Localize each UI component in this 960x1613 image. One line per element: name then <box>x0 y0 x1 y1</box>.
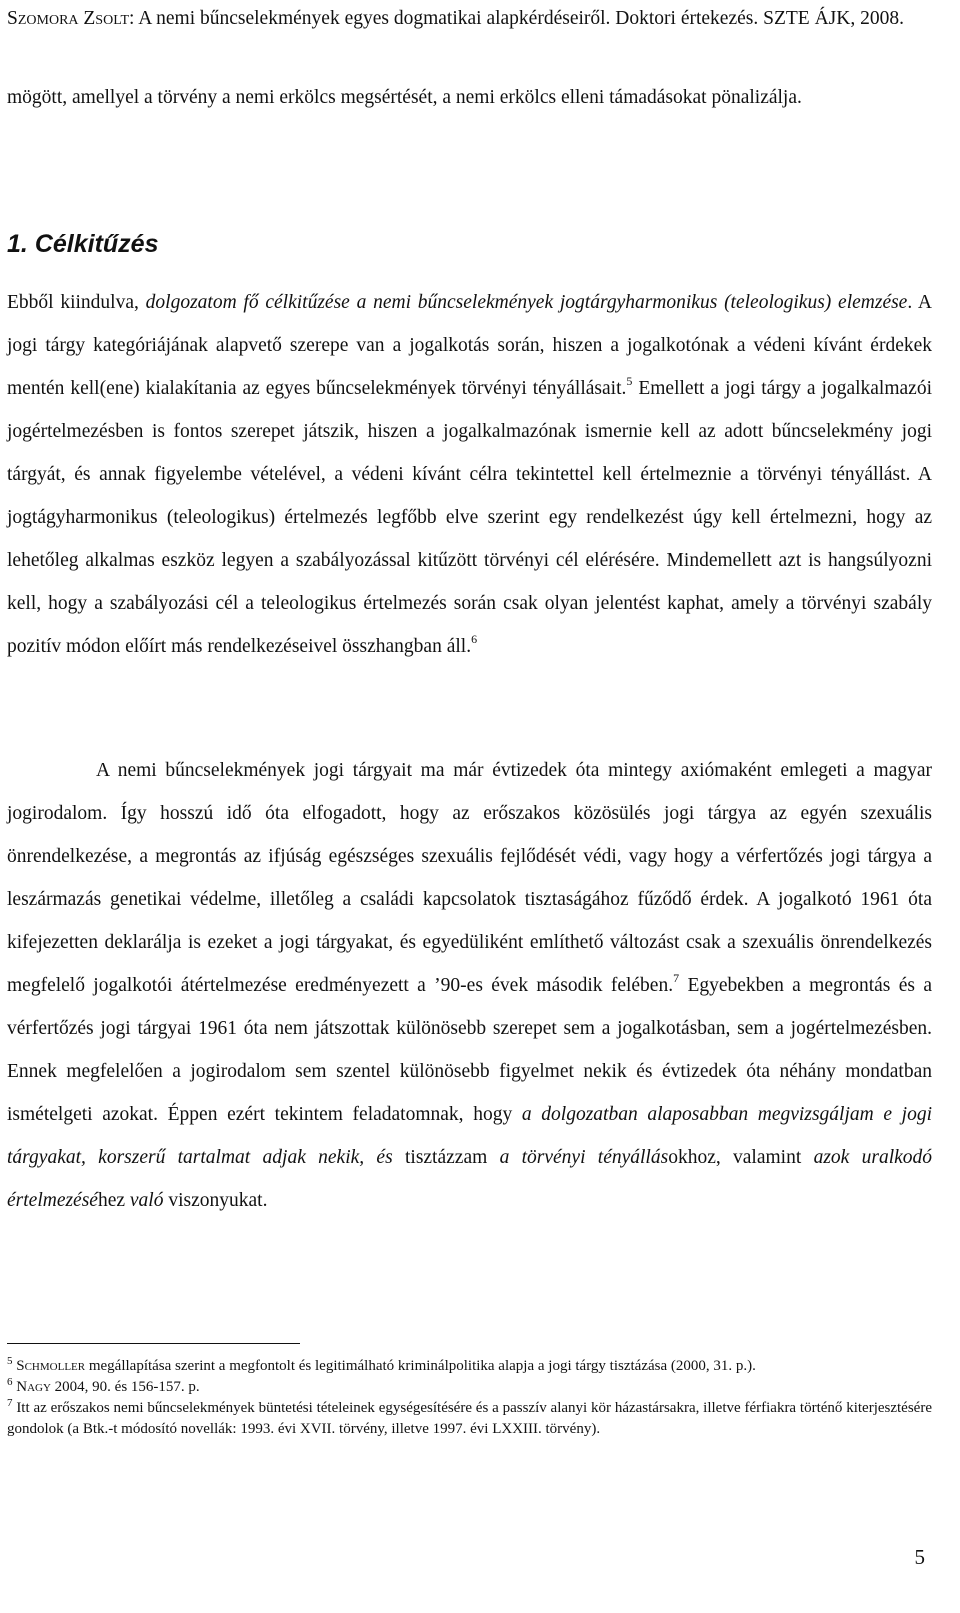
footnote-author: Schmoller <box>16 1358 86 1374</box>
footnote-6 <box>7 1377 932 1398</box>
running-header <box>7 4 932 33</box>
footnote-text: megállapítása szerint a megfontolt és legitimálható kriminálpolitika alapja a jogi tárgy tisztázása (2000, 31. p.). <box>85 1358 756 1374</box>
footnotes <box>7 1356 932 1440</box>
second-italic-1: a dolgozatban alaposabban megvizsgáljam e jogi tárgyakat, korszerű tartalmat adjak nekik, és <box>7 1104 933 1168</box>
header-author-first: Szomora <box>7 8 79 29</box>
main-aim-italic: dolgozatom fő célkitűzése a nemi bűncselekmények jogtárgyharmonikus (teleologikus) elemzése <box>145 292 908 313</box>
footnote-number: 7 <box>7 1397 13 1409</box>
footnote-text: Itt az erőszakos nemi bűncselekmények büntetési tételeinek egységesítésére és a passzív alanyi kör házastársakra, illetve férfiakra történő kiterjesztésére gondolok (a Btk.-t módosító novellák: 1993. évi XVII. törvény, illetve 1997. évi LXXIII. törvény). <box>7 1400 932 1437</box>
footnote-author: Nagy <box>16 1379 51 1395</box>
footnote-ref-5[interactable]: 5 <box>626 374 633 388</box>
second-text-4: okhoz, valamint <box>668 1147 814 1168</box>
footnote-5 <box>7 1356 932 1377</box>
header-title: : A nemi bűncselekmények egyes dogmatikai alapkérdéseiről. Doktori értekezés. SZTE ÁJK, 2008. <box>129 8 904 29</box>
footnote-separator <box>7 1343 300 1344</box>
footnote-7 <box>7 1398 932 1440</box>
second-text-3: tisztázzam <box>392 1147 500 1168</box>
page-number: 5 <box>914 1545 925 1569</box>
second-text-2: Egyebekben a megrontás és a vérfertőzés jogi tárgyai 1961 óta nem játszottak különösebb szerepet sem a jogalkotásban, sem a jogértelmezésben. Ennek megfelelően a jogirodalom sem szentel különösebb figyelmet nekik és évtizedek óta néhány mondatban ismételgeti azokat. Éppen ezért tekintem feladatomnak, hogy <box>7 975 932 1125</box>
continuation-paragraph: mögött, amellyel a törvény a nemi erkölcs megsértését, a nemi erkölcs elleni támadásokat pönalizálja. <box>7 87 802 108</box>
second-italic-2: a törvényi tényállás <box>499 1147 669 1168</box>
second-text-5: hez <box>97 1190 130 1211</box>
second-text-6: viszonyukat. <box>163 1190 268 1211</box>
main-paragraph <box>7 281 932 668</box>
footnote-number: 5 <box>7 1355 13 1367</box>
footnote-ref-7[interactable]: 7 <box>673 971 680 985</box>
second-italic-4: való <box>129 1190 164 1211</box>
footnote-number: 6 <box>7 1376 13 1388</box>
main-text-2: Emellett a jogi tárgy a jogalkalmazói jogértelmezésben is fontos szerepet játszik, hiszen a jogalkalmazónak ismernie kell az adott bűncselekmény jogi tárgyát, és annak figyelembe vételével, a védeni kívánt célra tekintettel kell értelmeznie a törvényi tényállást. A jogtágyharmonikus (teleologikus) értelmezés legfőbb elve szerint egy rendelkezést úgy kell értelmezni, hogy az lehetőleg alkalmas eszköz legyen a szabályozással kitűzött törvényi cél elérésére. Mindemellett azt is hangsúlyozni kell, hogy a szabályozási cél a teleologikus értelmezés során csak olyan jelentést kaphat, amely a törvényi szabály pozitív módon előírt más rendelkezéseivel összhangban áll. <box>7 378 932 657</box>
header-author-last: Zsolt <box>83 8 130 29</box>
second-text-1: A nemi bűncselekmények jogi tárgyait ma már évtizedek óta mintegy axiómaként emlegeti a magyar jogirodalom. Így hosszú idő óta elfogadott, hogy az erőszakos közösülés jogi tárgya az egyén szexuális önrendelkezése, a megrontás az ifjúság egészséges szexuális fejlődését védi, vagy hogy a vérfertőzés jogi tárgya a leszármazás genetikai védelme, illetőleg a családi kapcsolatok tisztaságához fűződő érdek. A jogalkotó 1961 óta kifejezetten deklarálja is ezeket a jogi tárgyakat, és egyedüliként említhető változást csak a szexuális önrendelkezés megfelelő jogalkotói átértelmezése eredményezett a ’90-es évek második felében. <box>7 760 932 996</box>
footnote-text: 2004, 90. és 156-157. p. <box>50 1379 200 1395</box>
footnote-ref-6[interactable]: 6 <box>471 632 478 646</box>
section-heading <box>7 230 158 259</box>
section-number: 1. <box>7 230 28 258</box>
main-lead: Ebből kiindulva, <box>7 292 146 313</box>
section-title: Célkitűzés <box>34 230 159 258</box>
main-text-1: . A jogi tárgy kategóriájának alapvető szerepe van a jogalkotás során, hiszen a jogalkotónak a védeni kívánt érdekek mentén kell(ene) kialakítania az egyes bűncselekmények törvényi tényállásait. <box>7 292 932 399</box>
second-italic-3: azok uralkodó értelmezésé <box>7 1147 933 1211</box>
second-paragraph <box>7 749 932 1222</box>
